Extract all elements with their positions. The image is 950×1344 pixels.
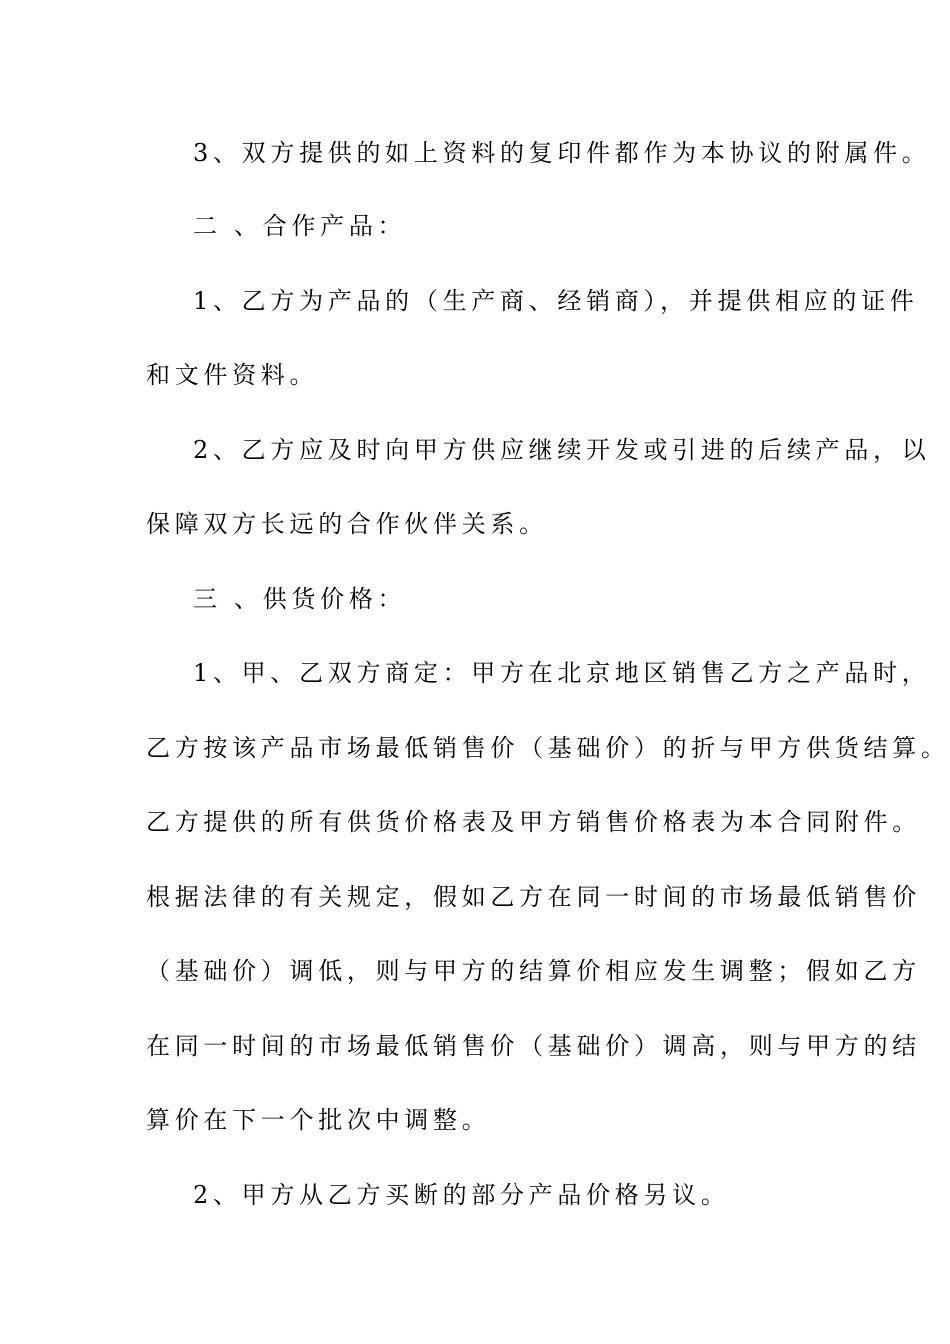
paragraph-line: 1、甲、乙双方商定：甲方在北京地区销售乙方之产品时， (193, 659, 931, 687)
paragraph-line: （基础价）调低，则与甲方的结算价相应发生调整；假如乙方 (146, 957, 921, 985)
paragraph-line: 保障双方长远的合作伙伴关系。 (146, 510, 548, 538)
paragraph-line: 乙方提供的所有供货价格表及甲方销售价格表为本合同附件。 (146, 808, 921, 836)
paragraph-line: 2、乙方应及时向甲方供应继续开发或引进的后续产品，以 (193, 436, 931, 464)
paragraph-line: 1、乙方为产品的（生产商、经销商），并提供相应的证件 (193, 287, 919, 315)
paragraph-line: 乙方按该产品市场最低销售价（基础价）的折与甲方供货结算。 (146, 734, 950, 762)
paragraph-line: 根据法律的有关规定，假如乙方在同一时间的市场最低销售价 (146, 883, 921, 911)
paragraph-line: 2、甲方从乙方买断的部分产品价格另议。 (193, 1181, 730, 1209)
paragraph-line: 在同一时间的市场最低销售价（基础价）调高，则与甲方的结 (146, 1032, 921, 1060)
paragraph-line: 算价在下一个批次中调整。 (146, 1106, 491, 1134)
paragraph-line: 和文件资料。 (146, 361, 319, 389)
section-heading: 二 、合作产品： (193, 212, 407, 240)
paragraph-line: 3、双方提供的如上资料的复印件都作为本协议的附属件。 (193, 139, 931, 167)
section-heading: 三 、供货价格： (193, 585, 407, 613)
